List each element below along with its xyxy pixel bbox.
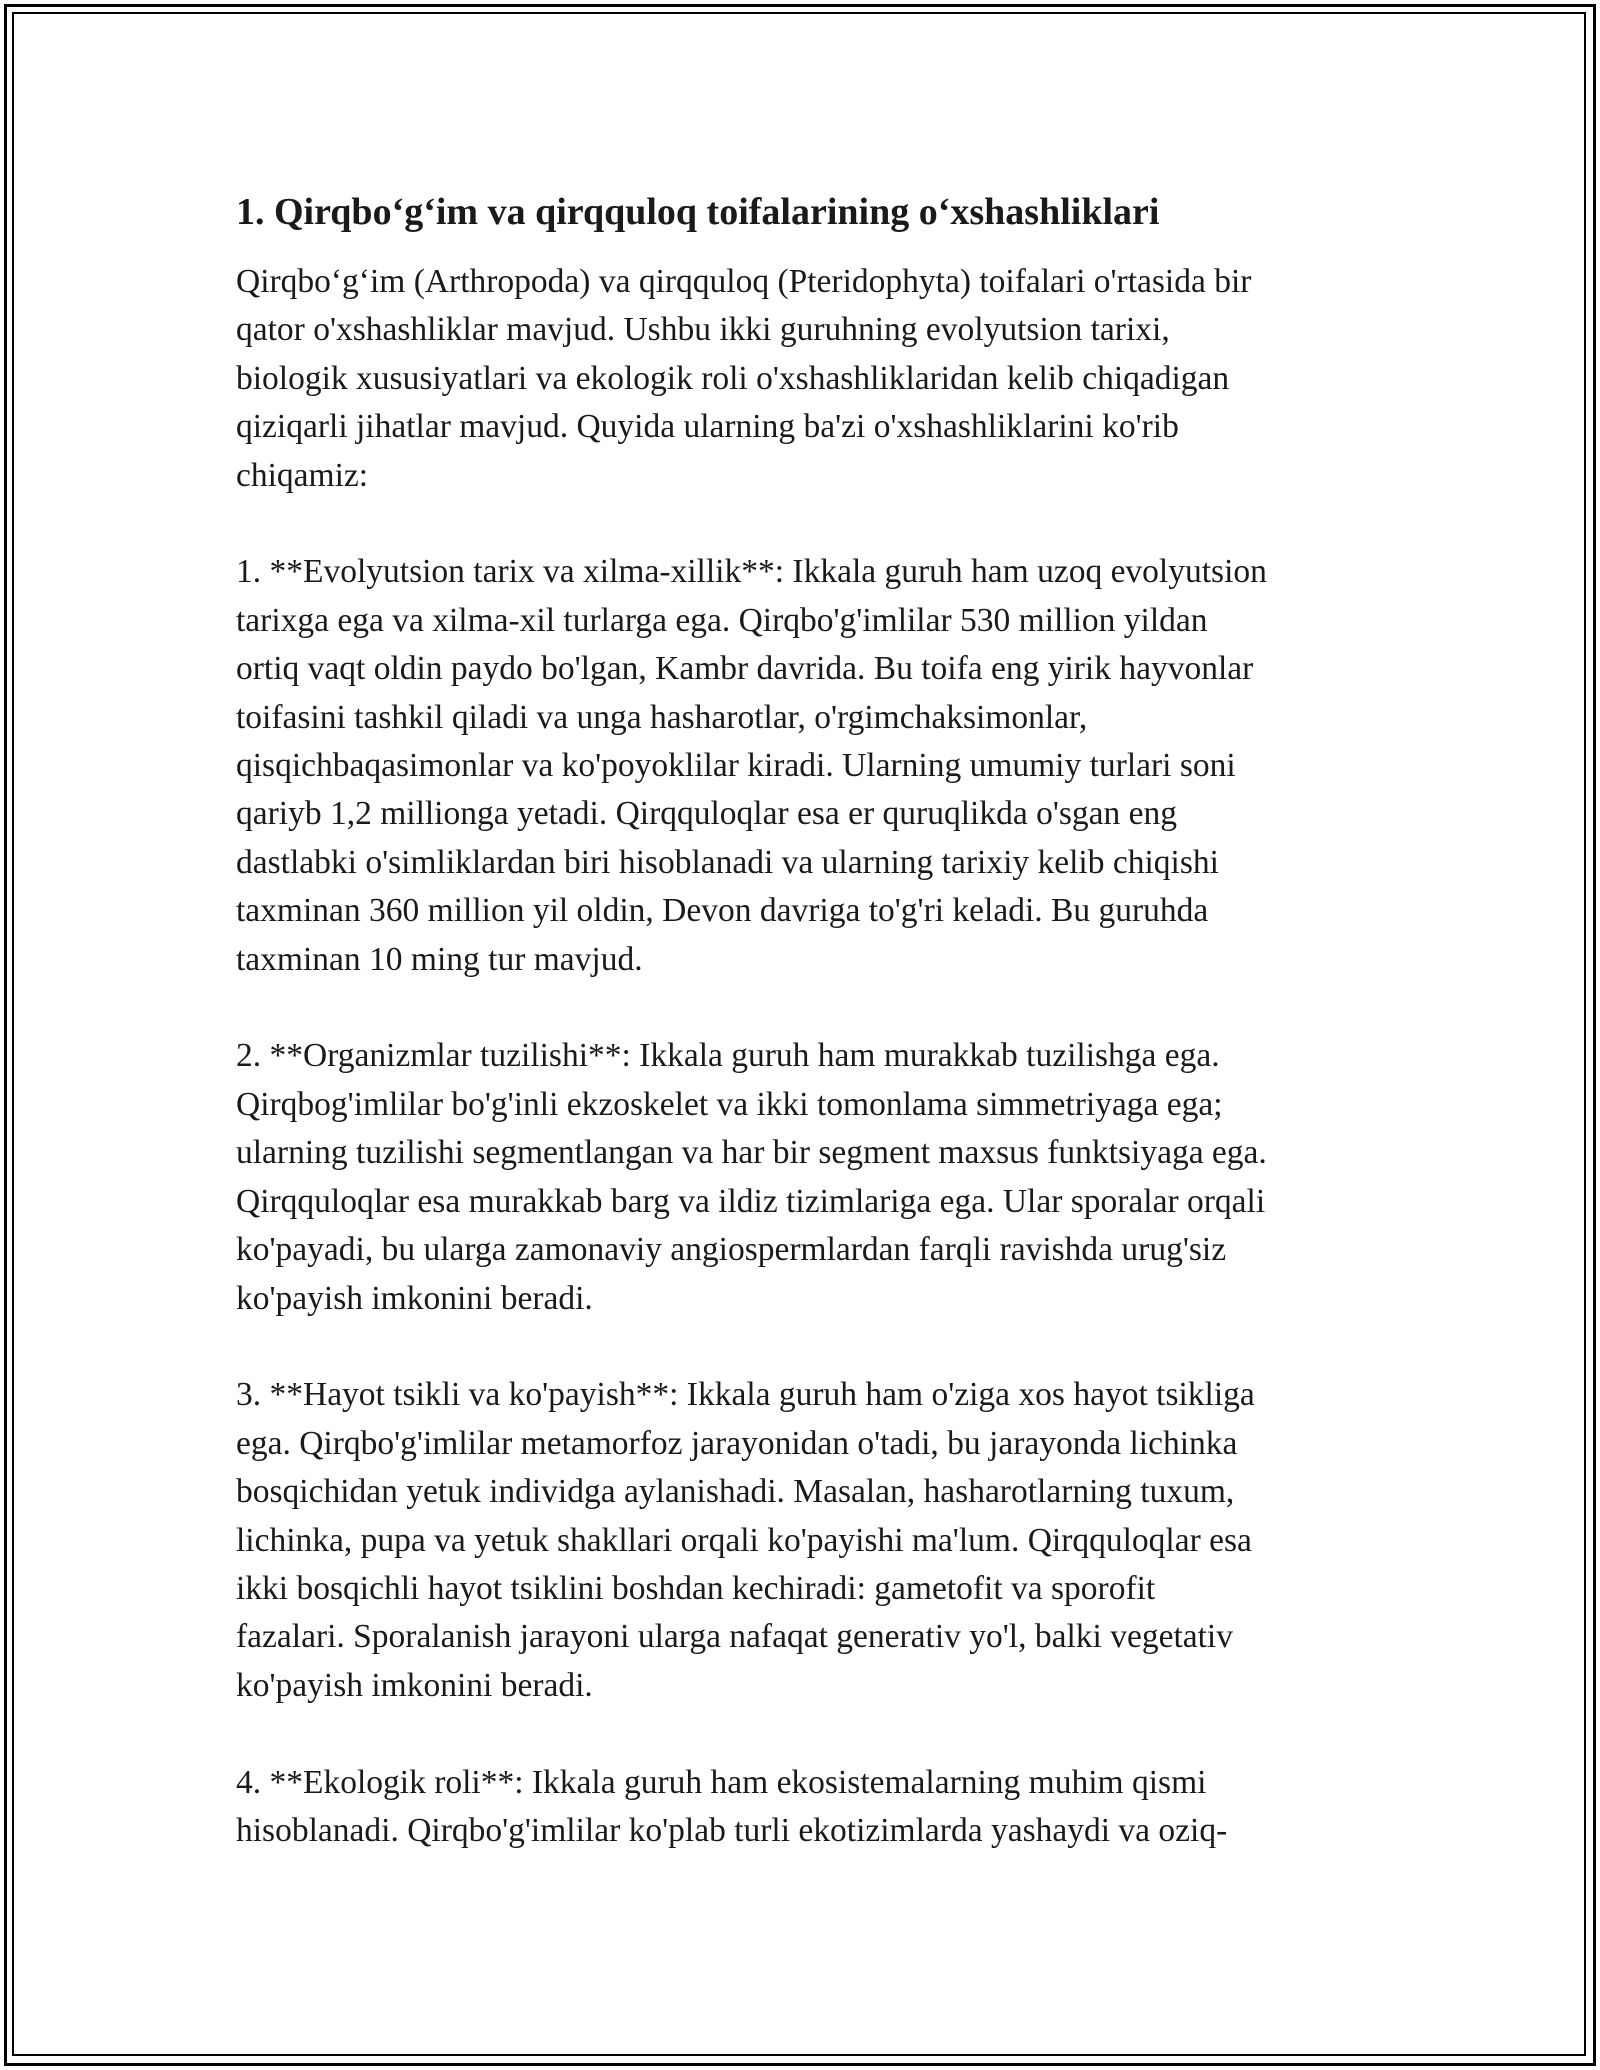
document-body <box>236 188 1376 1904</box>
intro-paragraph: Qirqbo‘g‘im (Arthropoda) va qirqquloq (Pteridophyta) toifalari o'rtasida bir qator o'xshashliklar mavjud. Ushbu ikki guruhning evolyutsion tarixi, biologik xususiyatlari va ekologik roli o'xshashliklaridan kelib chiqadigan qiziqarli jihatlar mavjud. Quyida ularning ba'zi o'xshashliklarini ko'rib chiqamiz: <box>236 263 1252 494</box>
paragraph-life-cycle: 3. **Hayot tsikli va ko'payish**: Ikkala guruh ham o'ziga xos hayot tsikliga ega. Qirqbo'g'imlilar metamorfoz jarayonidan o'tadi, bu jarayonda lichinka bosqichidan yetuk individga aylanishadi. Masalan, hasharotlarning tuxum, lichinka, pupa va yetuk shakllari orqali ko'payishi ma'lum. Qirqquloqlar esa ikki bosqichli hayot tsiklini boshdan kechiradi: gametofit va sporofit fazalari. Sporalanish jarayoni ularga nafaqat generativ yo'l, balki vegetativ ko'payish imkonini beradi. <box>236 1376 1255 1704</box>
paragraph-ecology: 4. **Ekologik roli**: Ikkala guruh ham ekosistemalarning muhim qismi hisoblanadi. Qirqbo'g'imlilar ko'plab turli ekotizimlarda yashaydi va oziq- <box>236 1763 1228 1849</box>
paragraph-structure: 2. **Organizmlar tuzilishi**: Ikkala guruh ham murakkab tuzilishga ega. Qirqbog'imlilar bo'g'inli ekzoskelet va ikki tomonlama simmetriyaga ega; ularning tuzilishi segmentlangan va har bir segment maxsus funktsiyaga ega. Qirqquloqlar esa murakkab barg va ildiz tizimlariga ega. Ular sporalar orqali ko'payadi, bu ularga zamonaviy angiospermlardan farqli ravishda urug'siz ko'payish imkonini beradi. <box>236 1037 1267 1317</box>
section-heading: 1. Qirqbo‘g‘im va qirqquloq toifalarining o‘xshashliklari <box>236 191 1160 233</box>
paragraph-evolution: 1. **Evolyutsion tarix va xilma-xillik**: Ikkala guruh ham uzoq evolyutsion tarixga ega va xilma-xil turlarga ega. Qirqbo'g'imlilar 530 million yildan ortiq vaqt oldin paydo bo'lgan, Kambr davrida. Bu toifa eng yirik hayvonlar toifasini tashkil qiladi va unga hasharotlar, o'rgimchaksimonlar, qisqichbaqasimonlar va ko'poyoklilar kiradi. Ularning umumiy turlari soni qariyb 1,2 millionga yetadi. Qirqquloqlar esa er quruqlikda o'sgan eng dastlabki o'simliklardan biri hisoblanadi va ularning tarixiy kelib chiqishi taxminan 360 million yil oldin, Devon davriga to'g'ri keladi. Bu guruhda taxminan 10 ming tur mavjud. <box>236 553 1267 978</box>
